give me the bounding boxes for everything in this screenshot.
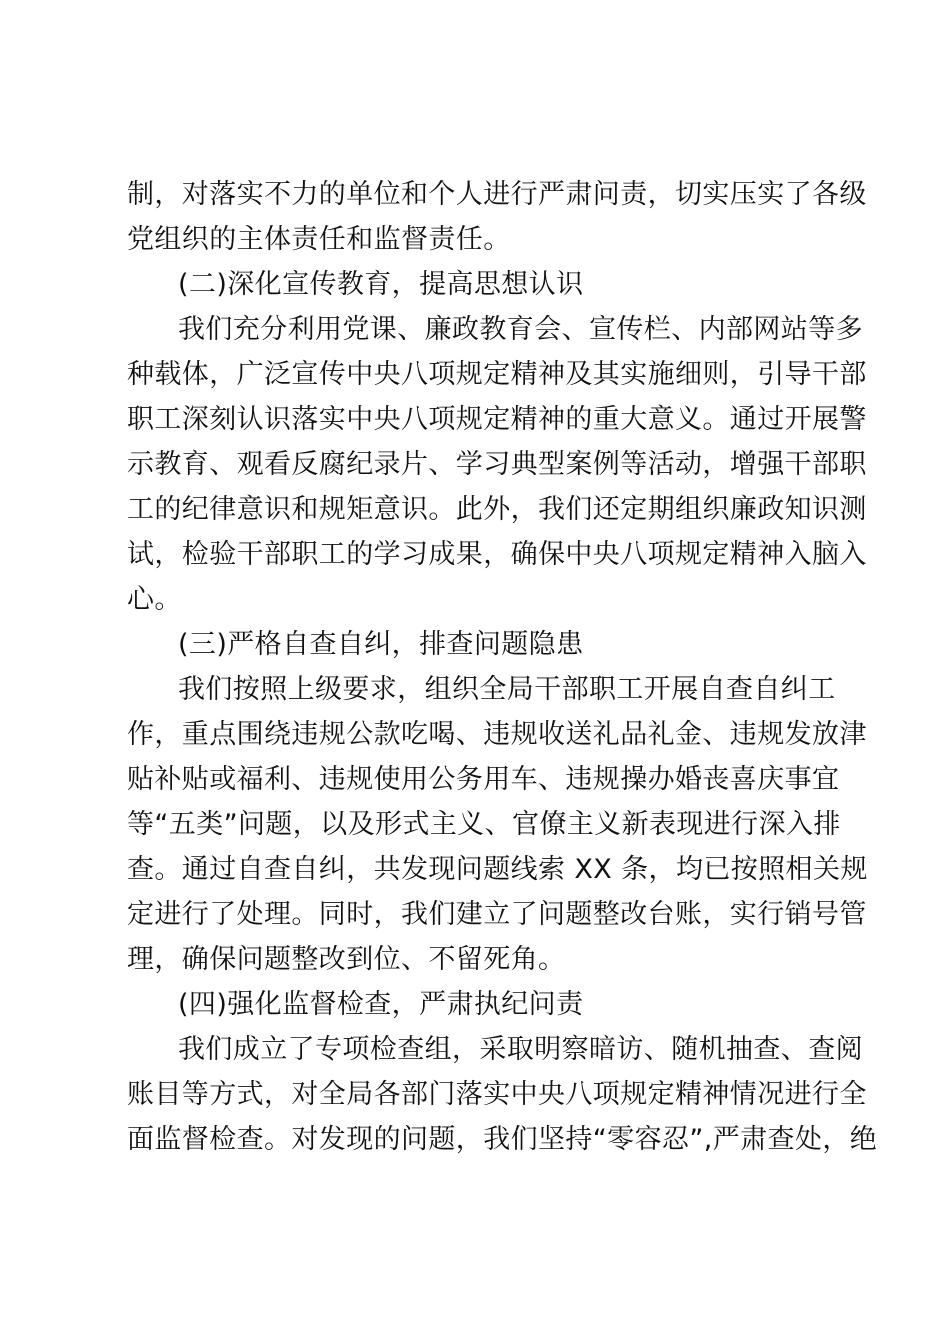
paragraph-line: 党组织的主体责任和监督责任。 [127,224,511,255]
paragraph-line: 工的纪律意识和规矩意识。此外，我们还定期组织廉政知识测 [127,494,867,525]
section-heading: (二)深化宣传教育，提高思想认识 [178,269,584,300]
document-body [127,172,878,1162]
paragraph-line: 定进行了处理。同时，我们建立了问题整改台账，实行销号管 [127,899,867,930]
paragraph-line: 账目等方式，对全局各部门落实中央八项规定精神情况进行全 [127,1079,867,1110]
paragraph-line: 示教育、观看反腐纪录片、学习典型案例等活动，增强干部职 [127,449,867,480]
paragraph-line: 等“五类”问题，以及形式主义、官僚主义新表现进行深入排 [127,809,841,840]
paragraph-line: 我们充分利用党课、廉政教育会、宣传栏、内部网站等多 [178,314,863,345]
paragraph-line: 面监督检查。对发现的问题，我们坚持“零容忍”,严肃查处，绝 [127,1124,878,1155]
paragraph-line: 理，确保问题整改到位、不留死角。 [127,944,566,975]
paragraph-line: 职工深刻认识落实中央八项规定精神的重大意义。通过开展警 [127,404,867,435]
paragraph-line: 心。 [127,584,182,615]
section-heading: (四)强化监督检查，严肃执纪问责 [178,989,584,1020]
paragraph-line: 我们成立了专项检查组，采取明察暗访、随机抽查、查阅 [178,1034,863,1065]
paragraph-line: 我们按照上级要求，组织全局干部职工开展自查自纠工 [178,674,836,705]
paragraph-line: 试，检验干部职工的学习成果，确保中央八项规定精神入脑入 [127,539,867,570]
paragraph-line: 制，对落实不力的单位和个人进行严肃问责，切实压实了各级 [127,179,867,210]
paragraph-line: 查。通过自查自纠，共发现问题线索 XX 条，均已按照相关规 [127,854,868,885]
paragraph-line: 种载体，广泛宣传中央八项规定精神及其实施细则，引导干部 [127,359,867,390]
paragraph-line: 贴补贴或福利、违规使用公务用车、违规操办婚丧喜庆事宜 [127,764,840,795]
paragraph-line: 作，重点围绕违规公款吃喝、违规收送礼品礼金、违规发放津 [127,719,867,750]
section-heading: (三)严格自查自纠，排查问题隐患 [178,629,584,660]
